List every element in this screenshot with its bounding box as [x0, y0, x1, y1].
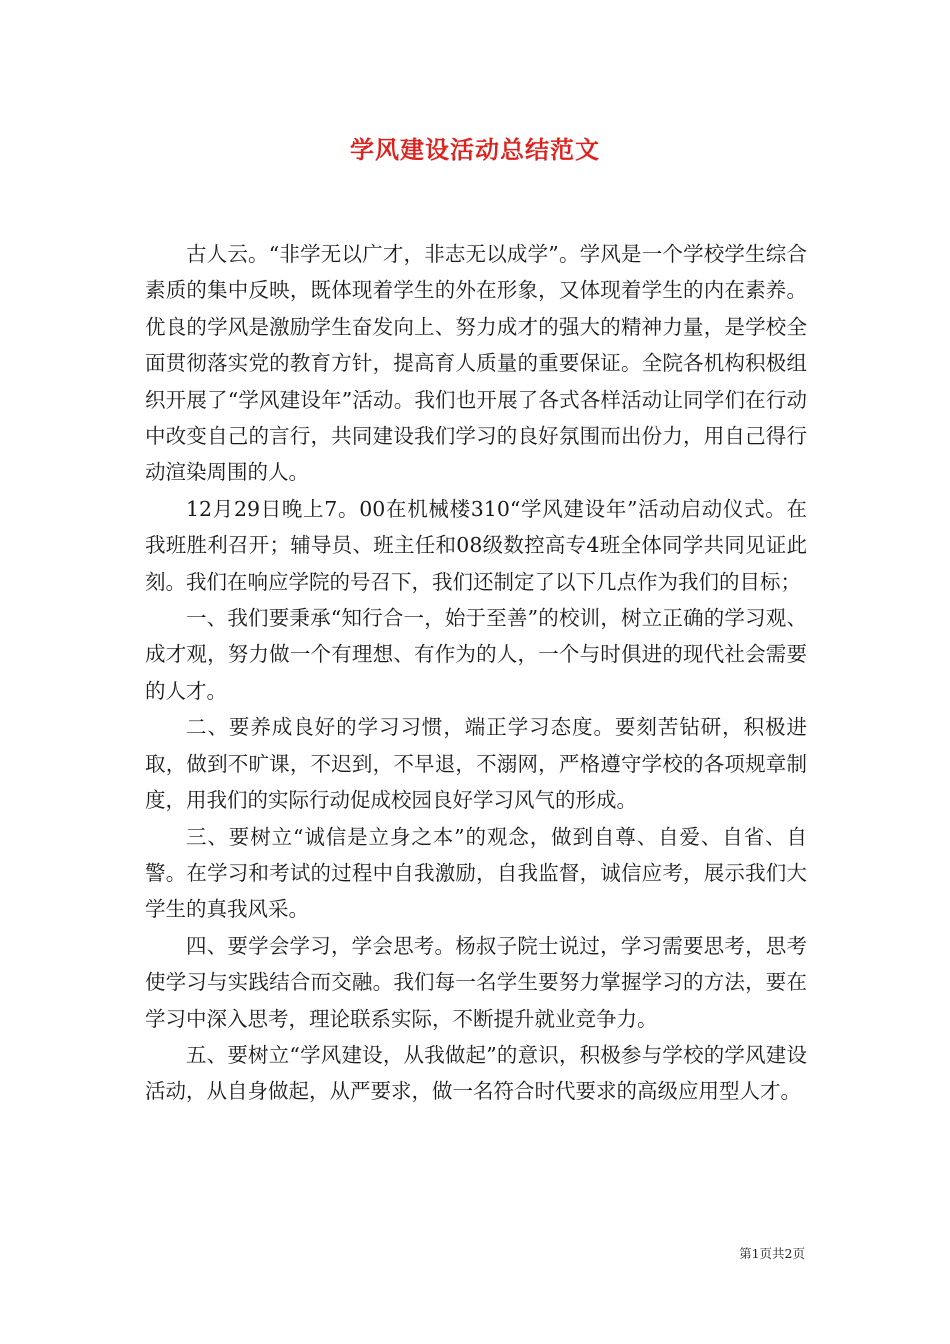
page-title: 学风建设活动总结范文 — [350, 135, 600, 164]
paragraph-goal-2: 二、要养成良好的学习习惯，端正学习态度。要刻苦钻研，积极进取，做到不旷课，不迟到，不早退，不溺网，严格遵守学校的各项规章制度，用我们的实际行动促成校园良好学习风气的形成。 — [145, 715, 807, 813]
document-body — [145, 236, 807, 1110]
paragraph-intro: 古人云。“非学无以广才，非志无以成学”。学风是一个学校学生综合素质的集中反映，既体现着学生的外在形象，又体现着学生的内在素养。优良的学风是激励学生奋发向上、努力成才的强大的精神力量，是学校全面贯彻落实党的教育方针，提高育人质量的重要保证。全院各机构积极组织开展了“学风建设年”活动。我们也开展了各式各样活动让同学们在行动中改变自己的言行，共同建设我们学习的良好氛围而出份力，用自己得行动渲染周围的人。 — [145, 242, 807, 485]
paragraph-goal-3: 三、要树立“诚信是立身之本”的观念，做到自尊、自爱、自省、自警。在学习和考试的过程中自我激励，自我监督，诚信应考，展示我们大学生的真我风采。 — [145, 824, 807, 922]
paragraph-goal-1: 一、我们要秉承“知行合一，始于至善”的校训，树立正确的学习观、成才观，努力做一个有理想、有作为的人，一个与时俱进的现代社会需要的人才。 — [145, 606, 807, 703]
paragraph-ceremony: 12月29日晚上7。00在机械楼310“学风建设年”活动启动仪式。在我班胜利召开；辅导员、班主任和08级数控高专4班全体同学共同见证此刻。我们在响应学院的号召下，我们还制定了以下几点作为我们的目标； — [145, 496, 807, 594]
paragraph-goal-4: 四、要学会学习，学会思考。杨叔子院士说过，学习需要思考，思考使学习与实践结合而交融。我们每一名学生要努力掌握学习的方法，要在学习中深入思考，理论联系实际，不断提升就业竞争力。 — [145, 933, 807, 1031]
paragraph-goal-5: 五、要树立“学风建设，从我做起”的意识，积极参与学校的学风建设活动，从自身做起，从严要求，做一名符合时代要求的高级应用型人才。 — [145, 1042, 807, 1104]
page-number: 第1页共2页 — [739, 1246, 805, 1261]
